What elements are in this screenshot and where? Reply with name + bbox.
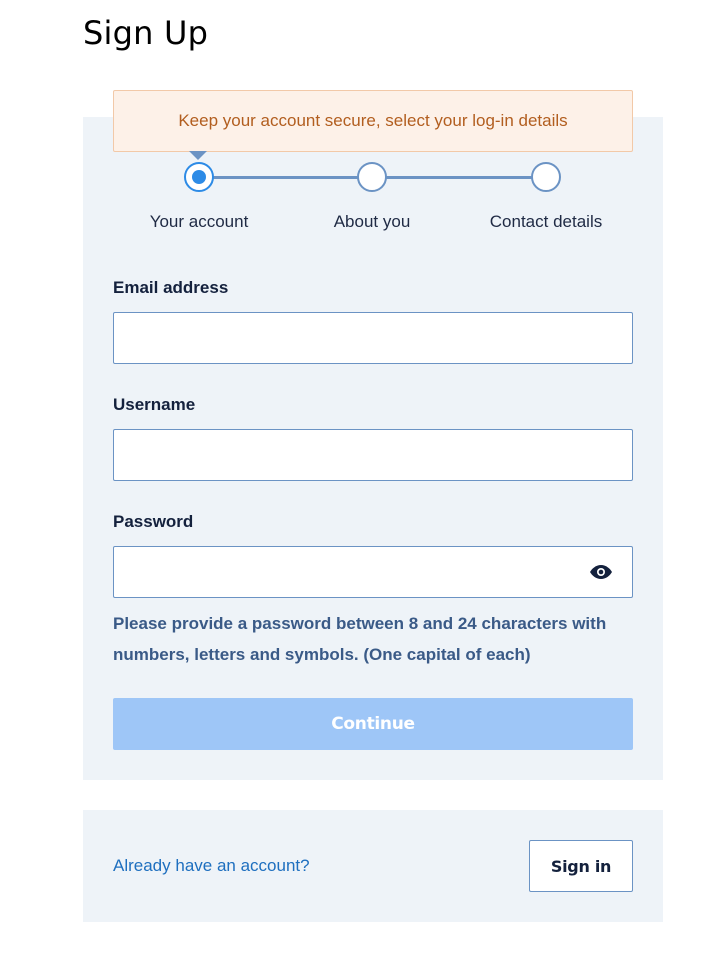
sign-in-button[interactable]: Sign in bbox=[529, 840, 633, 892]
step-label-your-account: Your account bbox=[149, 212, 249, 231]
notice-text: Keep your account secure, select your log-in details bbox=[178, 111, 568, 130]
notice-banner bbox=[113, 90, 633, 152]
email-field[interactable] bbox=[113, 312, 633, 364]
step-label-contact-details: Contact details bbox=[489, 212, 603, 231]
password-field[interactable] bbox=[113, 546, 633, 598]
already-have-account-link[interactable]: Already have an account? bbox=[113, 856, 310, 875]
step-circle-contact-details[interactable] bbox=[531, 162, 561, 192]
password-label: Password bbox=[113, 512, 194, 531]
notice-pointer bbox=[189, 151, 207, 160]
page-title: Sign Up bbox=[83, 14, 209, 52]
email-label: Email address bbox=[113, 278, 229, 297]
username-label: Username bbox=[113, 395, 196, 414]
step-circle-your-account[interactable] bbox=[184, 162, 214, 192]
eye-icon[interactable] bbox=[589, 562, 613, 582]
step-circle-about-you[interactable] bbox=[357, 162, 387, 192]
continue-button[interactable]: Continue bbox=[113, 698, 633, 750]
password-hint: Please provide a password between 8 and 24 characters with numbers, letters and symbols. (One capital of each) bbox=[113, 614, 607, 664]
step-label-about-you: About you bbox=[333, 212, 411, 231]
username-field[interactable] bbox=[113, 429, 633, 481]
